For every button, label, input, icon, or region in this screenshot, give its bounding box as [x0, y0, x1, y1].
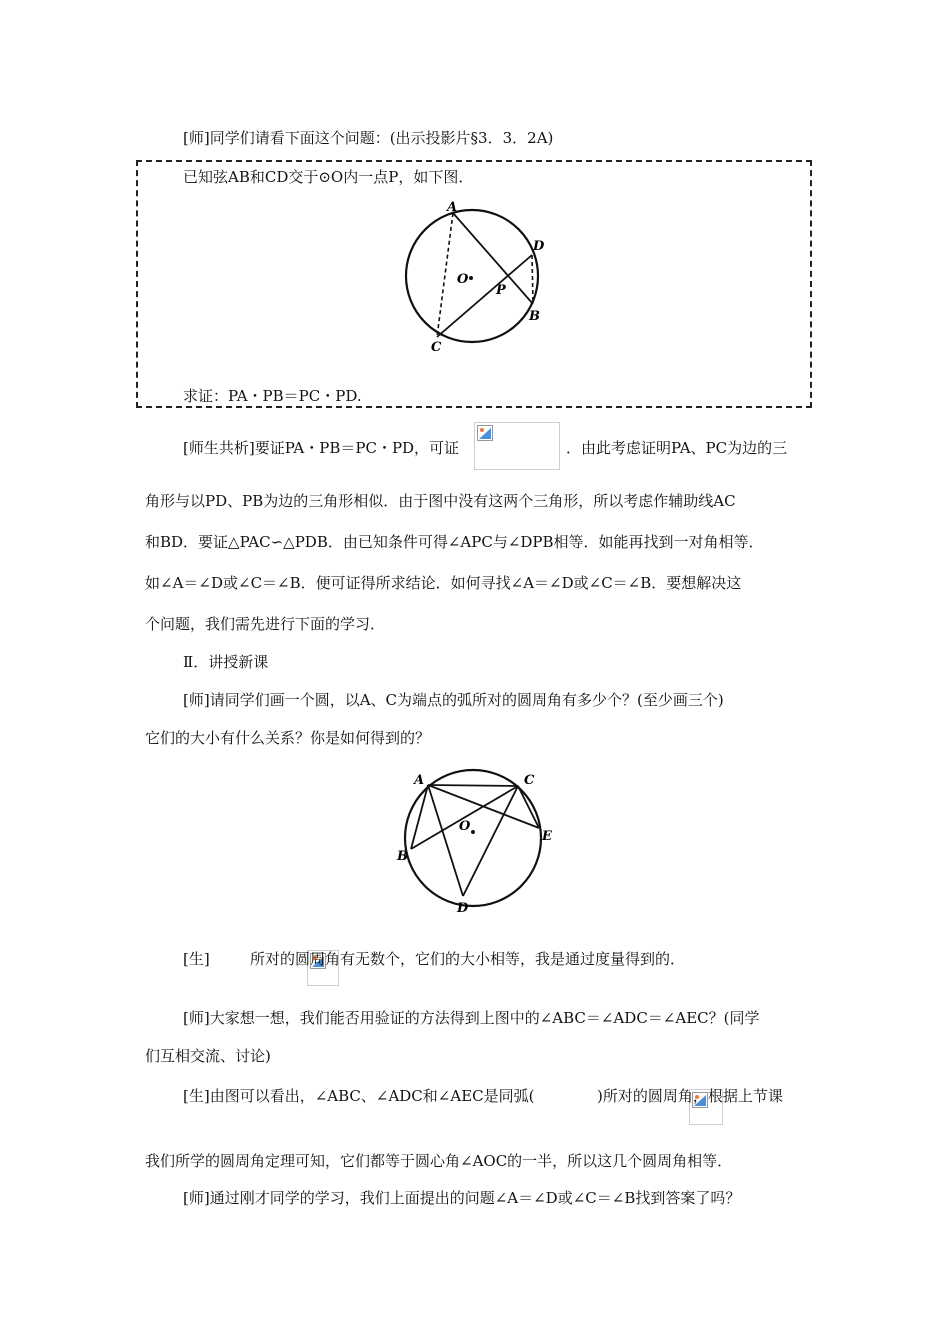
- segment-db-dashed: [532, 255, 533, 304]
- figure-chords-intersecting: [396, 196, 556, 356]
- problem-prove: 求证：PA・PB＝PC・PD.: [183, 387, 362, 405]
- broken-image-icon: [477, 425, 493, 441]
- label-a: A: [414, 773, 425, 788]
- intro-line: [师]同学们请看下面这个问题：(出示投影片§3．3．2A): [183, 129, 554, 147]
- analysis-line-part1: [师生共析]要证PA・PB＝PC・PD，可证: [183, 439, 460, 457]
- segment-ac-dashed: [437, 213, 453, 337]
- center-point: [471, 830, 475, 834]
- label-d: D: [457, 901, 469, 916]
- chord-ab: [453, 213, 533, 304]
- analysis-line-3: 和BD．要证△PAC∽△PDB．由已知条件可得∠APC与∠DPB相等．如能再找到一对角相等．: [145, 533, 764, 551]
- student-line-part1: [生]由图可以看出，∠ABC、∠ADC和∠AEC是同弧(: [183, 1087, 535, 1105]
- student-answer-prefix: [生]: [183, 950, 210, 968]
- label-o: O: [457, 272, 469, 287]
- segment-ad: [428, 785, 463, 896]
- analysis-line-part2: ．由此考虑证明PA、PC为边的三: [566, 439, 788, 457]
- label-b: B: [397, 849, 408, 864]
- analysis-line-5: 个问题，我们需先进行下面的学习．: [145, 615, 386, 633]
- label-e: E: [542, 829, 552, 844]
- problem-given: 已知弦AB和CD交于⊙O内一点P，如下图．: [183, 168, 474, 186]
- figure-inscribed-angles: [393, 762, 563, 922]
- analysis-line-2: 角形与以PD、PB为边的三角形相似．由于图中没有这两个三角形，所以考虑作辅助线AC: [145, 492, 736, 510]
- teacher-line-1: [师]大家想一想，我们能否用验证的方法得到上图中的∠ABC＝∠ADC＝∠AEC？(同学: [183, 1009, 760, 1027]
- label-d: D: [533, 239, 545, 254]
- label-c: C: [431, 340, 442, 355]
- label-p: P: [496, 283, 506, 298]
- center-point: [469, 276, 473, 280]
- label-o: O: [459, 819, 471, 834]
- student-answer-text: 所对的圆周角有无数个，它们的大小相等，我是通过度量得到的．: [250, 950, 686, 968]
- section-heading: Ⅱ．讲授新课: [183, 653, 269, 671]
- student-line-2: 我们所学的圆周角定理可知，它们都等于圆心角∠AOC的一半，所以这几个圆周角相等．: [145, 1152, 733, 1170]
- teacher-line-2: 们互相交流、讨论): [145, 1047, 271, 1065]
- label-c: C: [524, 773, 535, 788]
- analysis-line-4: 如∠A＝∠D或∠C＝∠B．便可证得所求结论．如何寻找∠A＝∠D或∠C＝∠B．要想解决这: [145, 574, 742, 592]
- missing-formula-image: [474, 422, 560, 470]
- teacher-question-line-1: [师]请同学们画一个圆，以A、C为端点的弧所对的圆周角有多少个？(至少画三个): [183, 691, 724, 709]
- teacher-line-final: [师]通过刚才同学的学习，我们上面提出的问题∠A＝∠D或∠C＝∠B找到答案了吗？: [183, 1189, 741, 1207]
- label-a: A: [447, 200, 458, 215]
- label-b: B: [529, 309, 540, 324]
- teacher-question-line-2: 它们的大小有什么关系？你是如何得到的？: [145, 729, 431, 747]
- segment-ac: [428, 785, 518, 786]
- student-line-part2: )所对的圆周角，根据上节课: [597, 1087, 783, 1105]
